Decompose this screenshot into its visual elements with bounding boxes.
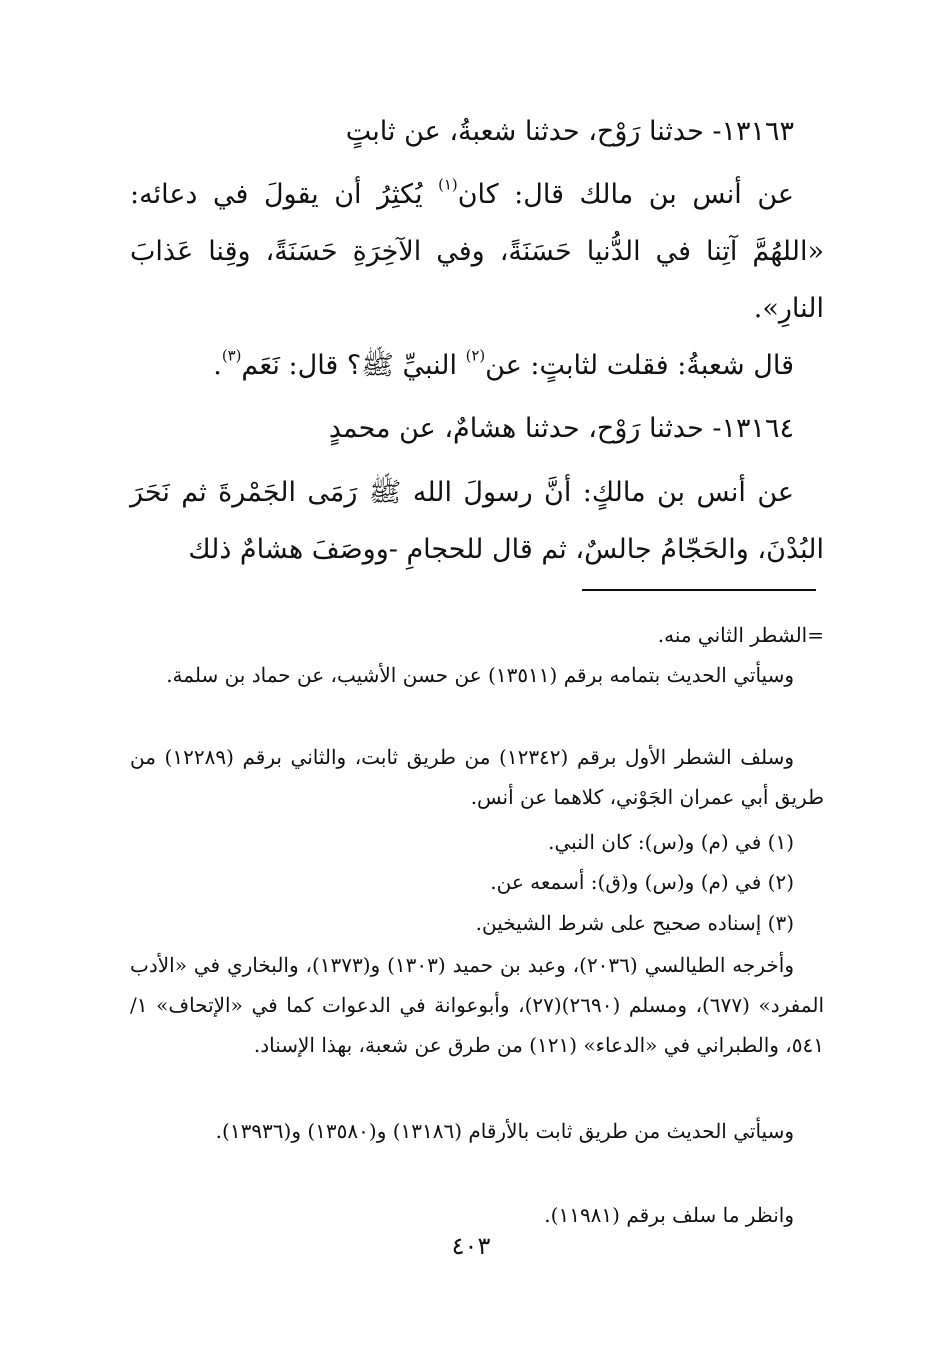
footnote-marker-2: (٢) bbox=[465, 346, 486, 365]
shuba-text-middle: النبيِّ ﷺ؟ قال: نَعَم bbox=[241, 350, 466, 381]
footnote-marker-3: (٣) bbox=[221, 346, 242, 365]
footnote-paragraph-4 bbox=[130, 1111, 824, 1151]
footnote-continuation bbox=[130, 615, 824, 655]
footnote-text: (١) في (م) و(س): كان النبي. bbox=[548, 830, 794, 854]
footnote-text: (٢) في (م) و(س) و(ق): أسمعه عن. bbox=[490, 870, 794, 894]
hadith-13164-text bbox=[130, 464, 824, 578]
footnote-text: (٣) إسناده صحيح على شرط الشيخين. bbox=[475, 911, 794, 935]
footnote-divider bbox=[582, 589, 816, 591]
shuba-text-end: . bbox=[213, 350, 222, 381]
footnote-1 bbox=[130, 822, 824, 862]
shuba-question bbox=[130, 337, 824, 394]
page-number: ٤٠٣ bbox=[451, 1232, 491, 1260]
hadith-13164-isnad bbox=[130, 400, 824, 457]
matn-text-start: عن أنس بن مالك قال: كان bbox=[457, 179, 794, 210]
footnote-paragraph-2 bbox=[130, 737, 824, 817]
shuba-text-start: قال شعبةُ: فقلت لثابتٍ: عن bbox=[485, 350, 794, 381]
footnote-text: وأخرجه الطيالسي (٢٠٣٦)، وعبد بن حميد (١٣٠٣) و(١٣٧٣)، والبخاري في «الأدب المفرد» (٦٧٧)، ومسلم (٢٦٩٠)(٢٧)، وأبوعوانة في الدعوات كما في «الإتحاف» ١/ ٥٤١، والطبراني في «الدعاء» (١٢١) من طرق عن شعبة، بهذا الإسناد. bbox=[130, 953, 825, 1057]
isnad-text: ١٣١٦٤- حدثنا رَوْح، حدثنا هشامٌ، عن محمدٍ bbox=[328, 413, 794, 444]
footnote-paragraph-1 bbox=[130, 655, 824, 695]
footnote-text: وسيأتي الحديث من طريق ثابت بالأرقام (١٣١٨٦) و(١٣٥٨٠) و(١٣٩٣٦). bbox=[215, 1119, 794, 1143]
matn-text: عن أنس بن مالكٍ: أنَّ رسولَ الله ﷺ رَمَى الجَمْرةَ ثم نَحَرَ البُدْنَ، والحَجّامُ جالسٌ، ثم قال للحجامِ -ووصَفَ هشامٌ ذلك bbox=[130, 477, 824, 565]
footnote-text: وانظر ما سلف برقم (١١٩٨١). bbox=[544, 1203, 794, 1227]
isnad-text: ١٣١٦٣- حدثنا رَوْح، حدثنا شعبةُ، عن ثابتٍ bbox=[345, 116, 794, 147]
footnote-text: =الشطر الثاني منه. bbox=[657, 623, 824, 647]
hadith-13163-isnad bbox=[130, 103, 824, 160]
footnote-text: وسيأتي الحديث بتمامه برقم (١٣٥١١) عن حسن الأشيب، عن حماد بن سلمة. bbox=[166, 663, 794, 687]
footnote-2 bbox=[130, 862, 824, 902]
footnote-paragraph-3 bbox=[130, 945, 824, 1065]
hadith-13163-text bbox=[130, 166, 824, 337]
footnote-marker-1: (١) bbox=[438, 175, 458, 194]
footnote-text: وسلف الشطر الأول برقم (١٢٣٤٢) من طريق ثابت، والثاني برقم (١٢٢٨٩) من طريق أبي عمران الجَوْني، كلاهما عن أنس. bbox=[130, 745, 824, 809]
matn-text-rest: يُكثِرُ أن يقولَ في دعائه: «اللهُمَّ آتِنا في الدُّنيا حَسَنَةً، وفي الآخِرَةِ حَسَنَةً، وقِنا عَذابَ النارِ». bbox=[130, 179, 824, 324]
footnote-3 bbox=[130, 903, 824, 943]
